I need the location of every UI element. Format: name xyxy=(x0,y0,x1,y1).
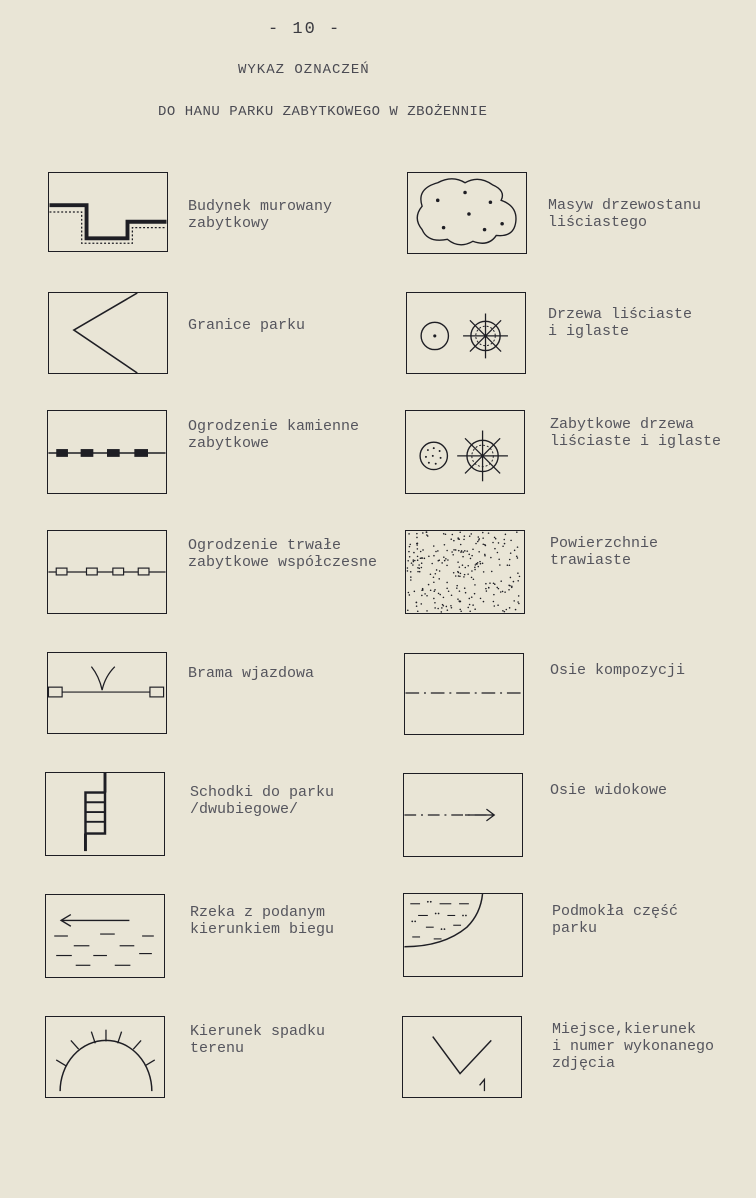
deciduous-stand-icon xyxy=(407,172,527,254)
legend-label: Masyw drzewostanu liściastego xyxy=(548,197,702,231)
view-axis-icon xyxy=(403,773,523,857)
legend-label: Budynek murowany zabytkowy xyxy=(188,198,333,232)
legend-label: Ogrodzenie kamienne zabytkowe xyxy=(188,418,360,452)
legend-label: Kierunek spadku terenu xyxy=(190,1023,326,1057)
stairs-icon xyxy=(45,772,165,856)
legend-label: Podmokła część parku xyxy=(552,903,679,937)
legend-label: Ogrodzenie trwałe zabytkowe współczesne xyxy=(188,537,378,571)
historic-trees-icon xyxy=(405,410,525,494)
park-boundary-icon xyxy=(48,292,168,374)
page-number: - 10 - xyxy=(268,20,342,39)
wetland-icon xyxy=(403,893,523,977)
legend-label: Drzewa liściaste i iglaste xyxy=(548,306,693,340)
photo-point-icon xyxy=(402,1016,522,1098)
stone-fence-icon xyxy=(47,410,167,494)
historic-building-icon xyxy=(48,172,168,252)
legend-label: Powierzchnie trawiaste xyxy=(550,535,659,569)
legend-subtitle: DO HANU PARKU ZABYTKOWEGO W ZBOŻENNIE xyxy=(158,104,488,120)
legend-label: Miejsce,kierunek i numer wykonanego zdjęcia xyxy=(552,1021,715,1072)
slope-direction-icon xyxy=(45,1016,165,1098)
legend-label: Schodki do parku /dwubiegowe/ xyxy=(190,784,335,818)
trees-icon xyxy=(406,292,526,374)
grass-area-icon xyxy=(405,530,525,614)
legend-title: WYKAZ OZNACZEŃ xyxy=(238,62,370,78)
legend-label: Brama wjazdowa xyxy=(188,665,315,682)
legend-label: Osie widokowe xyxy=(550,782,668,799)
legend-label: Granice parku xyxy=(188,317,306,334)
river-icon xyxy=(45,894,165,978)
legend-label: Zabytkowe drzewa liściaste i iglaste xyxy=(550,416,722,450)
composition-axis-icon xyxy=(404,653,524,735)
entrance-gate-icon xyxy=(47,652,167,734)
permanent-fence-icon xyxy=(47,530,167,614)
legend-label: Osie kompozycji xyxy=(550,662,686,679)
legend-label: Rzeka z podanym kierunkiem biegu xyxy=(190,904,335,938)
